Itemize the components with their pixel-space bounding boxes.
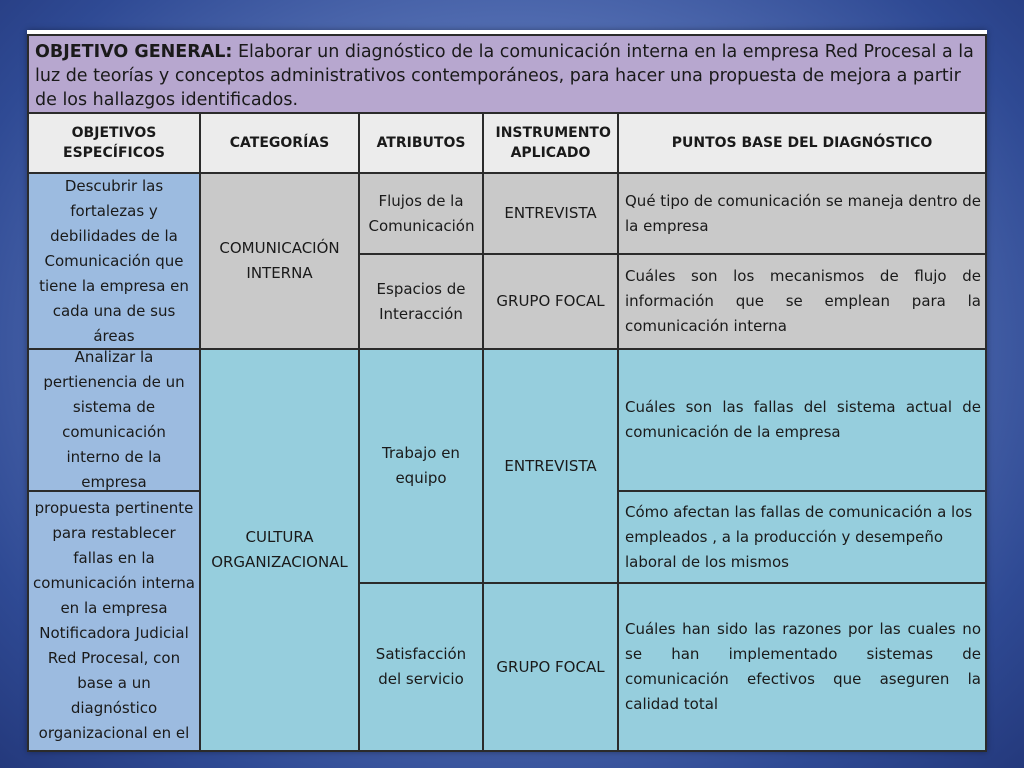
categoria-comunicacion-text: COMUNICACIÓN INTERNA	[219, 239, 340, 282]
header-objetivos	[27, 112, 201, 174]
punto-2-text: Cuáles son los mecanismos de flujo de información que se emplean para la comunicación interna	[625, 267, 981, 335]
atributo-satisfaccion	[358, 582, 484, 752]
punto-3-text: Cuáles son las fallas del sistema actual de comunicación de la empresa	[625, 398, 981, 441]
punto-5	[617, 582, 987, 752]
objetivo-2-text: Analizar la pertienencia de un sistema de comunicación interno de la empresa	[43, 348, 185, 491]
header-categorias-label: CATEGORÍAS	[229, 135, 330, 151]
instrumento-1-text: ENTREVISTA	[504, 204, 597, 222]
punto-5-text: Cuáles han sido las razones por las cuales no se han implementado sistemas de comunicación efectivos que aseguren la calidad total	[625, 620, 981, 713]
general-objective-body: Elaborar un diagnóstico de la comunicación interna en la empresa Red Procesal a la luz de teorías y conceptos administrativos contemporáneos, para hacer una propuesta de mejora a partir de los hallazgos identificados.	[35, 42, 974, 110]
header-puntos	[617, 112, 987, 174]
punto-2	[617, 253, 987, 350]
punto-3	[617, 348, 987, 492]
instrumento-4	[482, 582, 619, 752]
instrumento-3-text: ENTREVISTA	[504, 456, 597, 475]
header-atributos-label: ATRIBUTOS	[376, 135, 466, 151]
atributo-espacios-text: Espacios de Interacción	[376, 279, 466, 323]
categoria-cultura-text: CULTURA ORGANIZACIONAL	[211, 528, 348, 571]
atributo-flujos-text: Flujos de la Comunicación	[368, 191, 475, 235]
categoria-comunicacion	[199, 172, 360, 350]
instrumento-2-text: GRUPO FOCAL	[496, 292, 605, 310]
punto-1	[617, 172, 987, 255]
objetivo-1-text: Descubrir las fortalezas y debilidades de la Comunicación que tiene la empresa en cada una de sus áreas	[39, 176, 189, 345]
atributo-flujos	[358, 172, 484, 255]
header-instrumento-label: INSTRUMENTO APLICADO	[495, 125, 611, 161]
punto-1-text: Qué tipo de comunicación se maneja dentro de la empresa	[625, 191, 982, 235]
header-atributos	[358, 112, 484, 174]
general-objective	[27, 34, 987, 114]
objetivo-1	[27, 172, 201, 350]
header-categorias	[199, 112, 360, 174]
categoria-cultura	[199, 348, 360, 752]
objetivo-3-text: propuesta pertinente para restablecer fallas en la comunicación interna en la empresa Notificadora Judicial Red Procesal, con base a un diagnóstico organizacional en el	[33, 499, 195, 742]
general-objective-label: OBJETIVO GENERAL:	[35, 42, 233, 62]
instrumento-1	[482, 172, 619, 255]
header-objetivos-label: OBJETIVOS ESPECÍFICOS	[63, 125, 165, 161]
header-instrumento	[482, 112, 619, 174]
atributo-trabajo-text: Trabajo en equipo	[382, 444, 460, 487]
diagnostic-table	[27, 30, 987, 752]
header-puntos-label: PUNTOS BASE DEL DIAGNÓSTICO	[671, 135, 933, 151]
punto-4-text: Cómo afectan las fallas de comunicación a los empleados , a la producción y desempeño laboral de los mismos	[625, 502, 973, 571]
objetivo-3	[27, 490, 201, 752]
instrumento-3	[482, 348, 619, 584]
instrumento-2	[482, 253, 619, 350]
atributo-espacios	[358, 253, 484, 350]
atributo-trabajo	[358, 348, 484, 584]
atributo-satisfaccion-text: Satisfacción del servicio	[375, 645, 467, 688]
general-objective-text	[35, 40, 979, 112]
instrumento-4-text: GRUPO FOCAL	[496, 657, 605, 676]
punto-4	[617, 490, 987, 584]
objetivo-2	[27, 348, 201, 492]
